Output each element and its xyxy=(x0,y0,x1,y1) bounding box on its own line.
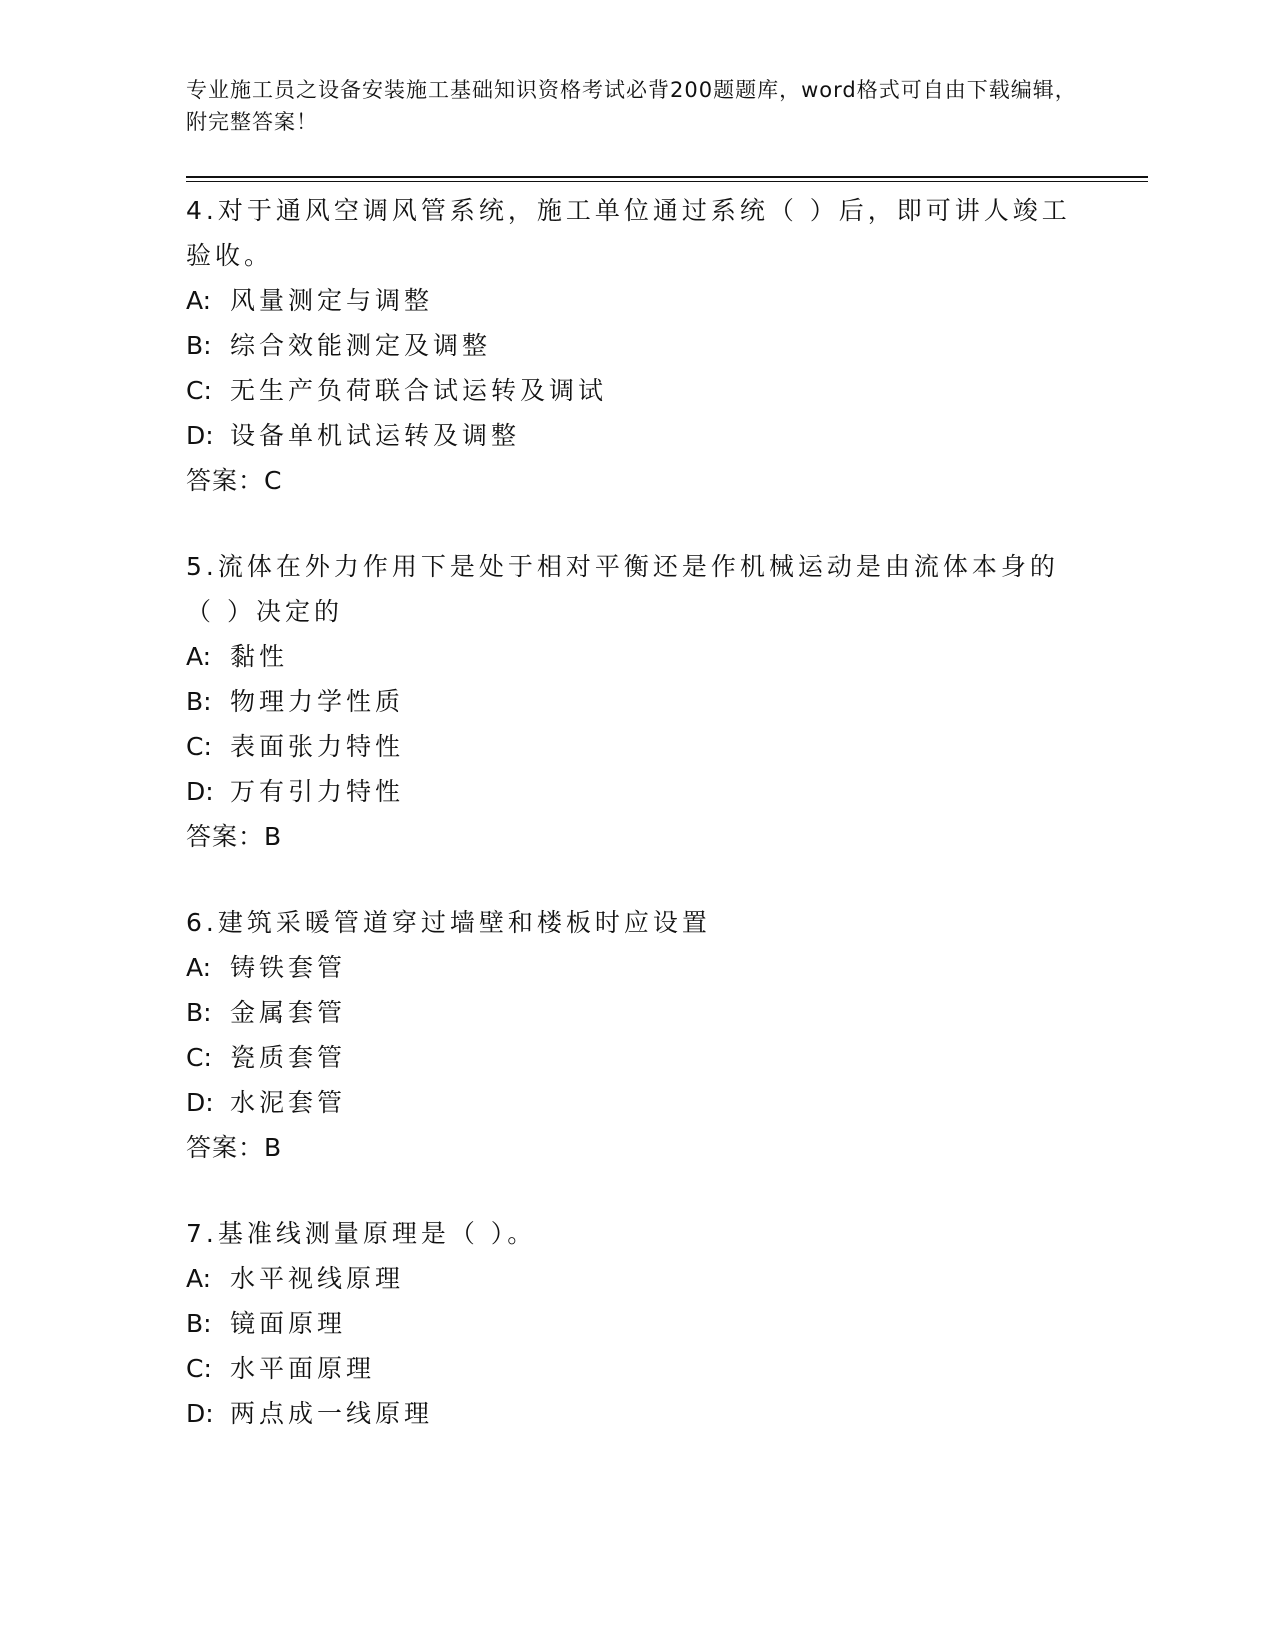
question-item xyxy=(186,1211,1086,1436)
option-text: 镜面原理 xyxy=(230,1309,347,1338)
option-b xyxy=(186,323,1086,368)
option-c xyxy=(186,724,1086,769)
option-letter: A: xyxy=(186,1264,212,1293)
option-letter: A: xyxy=(186,642,212,671)
option-text: 两点成一线原理 xyxy=(230,1399,434,1428)
answer-line: 答案：C xyxy=(186,466,283,495)
option-text: 风量测定与调整 xyxy=(230,286,434,315)
option-letter: A: xyxy=(186,286,212,315)
option-text: 无生产负荷联合试运转及调试 xyxy=(230,376,608,405)
option-letter: C: xyxy=(186,1043,212,1072)
question-stem: 4.对于通风空调风管系统，施工单位通过系统（ ）后，即可讲人竣工验收。 xyxy=(186,196,1071,270)
option-c xyxy=(186,368,1086,413)
option-b xyxy=(186,1301,1086,1346)
answer-line: 答案：B xyxy=(186,1133,283,1162)
option-letter: B: xyxy=(186,331,212,360)
option-letter: D: xyxy=(186,1399,214,1428)
option-text: 物理力学性质 xyxy=(230,687,405,716)
option-letter: A: xyxy=(186,953,212,982)
question-stem: 6.建筑采暖管道穿过墙壁和楼板时应设置 xyxy=(186,908,711,937)
option-text: 铸铁套管 xyxy=(230,953,347,982)
option-c xyxy=(186,1035,1086,1080)
answer-line: 答案：B xyxy=(186,822,283,851)
option-b xyxy=(186,990,1086,1035)
question-list xyxy=(186,188,1086,1477)
document-intro: 专业施工员之设备安装施工基础知识资格考试必背200题题库，word格式可自由下载编辑，附完整答案！ xyxy=(186,78,1077,134)
option-a xyxy=(186,278,1086,323)
option-letter: C: xyxy=(186,1354,212,1383)
option-text: 水平面原理 xyxy=(230,1354,376,1383)
option-letter: D: xyxy=(186,1088,214,1117)
question-stem: 5.流体在外力作用下是处于相对平衡还是作机械运动是由流体本身的（ ）决定的 xyxy=(186,552,1059,626)
option-letter: B: xyxy=(186,998,212,1027)
header-divider xyxy=(186,176,1148,182)
option-d xyxy=(186,769,1086,814)
option-c xyxy=(186,1346,1086,1391)
option-text: 水泥套管 xyxy=(230,1088,347,1117)
option-a xyxy=(186,634,1086,679)
option-b xyxy=(186,679,1086,724)
option-letter: C: xyxy=(186,376,212,405)
option-text: 水平视线原理 xyxy=(230,1264,405,1293)
option-text: 金属套管 xyxy=(230,998,347,1027)
option-d xyxy=(186,1391,1086,1436)
option-text: 瓷质套管 xyxy=(230,1043,347,1072)
question-item xyxy=(186,900,1086,1170)
option-a xyxy=(186,945,1086,990)
option-d xyxy=(186,413,1086,458)
option-text: 表面张力特性 xyxy=(230,732,405,761)
option-text: 设备单机试运转及调整 xyxy=(230,421,521,450)
option-text: 综合效能测定及调整 xyxy=(230,331,492,360)
option-text: 万有引力特性 xyxy=(230,777,405,806)
option-text: 黏性 xyxy=(230,642,289,671)
option-letter: D: xyxy=(186,777,214,806)
option-a xyxy=(186,1256,1086,1301)
question-stem: 7.基准线测量原理是（ ）。 xyxy=(186,1219,537,1248)
option-letter: C: xyxy=(186,732,212,761)
option-letter: B: xyxy=(186,687,212,716)
option-d xyxy=(186,1080,1086,1125)
option-letter: B: xyxy=(186,1309,212,1338)
question-item xyxy=(186,544,1086,859)
question-item xyxy=(186,188,1086,503)
option-letter: D: xyxy=(186,421,214,450)
